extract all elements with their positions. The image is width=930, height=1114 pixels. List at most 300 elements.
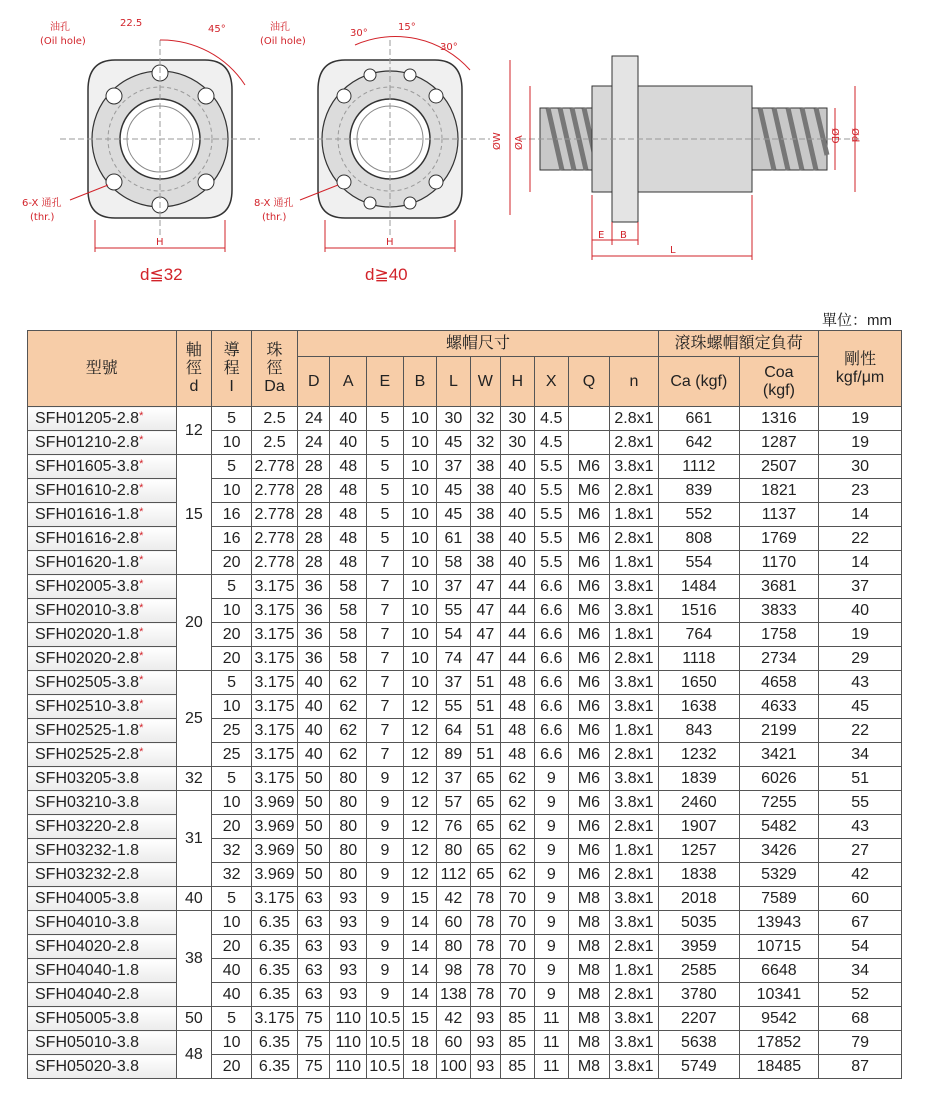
cell-ca: 3780 (659, 983, 740, 1007)
cell-k: 23 (819, 479, 902, 503)
table-row (28, 743, 902, 767)
model-cell: SFH04010-3.8 (28, 911, 177, 935)
table-row (28, 935, 902, 959)
header-col-e: E (367, 357, 404, 407)
cell-a: 58 (330, 647, 367, 671)
cell-n: 1.8x1 (609, 623, 658, 647)
cell-e: 9 (367, 935, 404, 959)
model-cell: SFH04020-2.8 (28, 935, 177, 959)
cell-w: 78 (470, 887, 500, 911)
cell-q: M6 (569, 863, 610, 887)
cell-a: 93 (330, 959, 367, 983)
cell-d: 28 (298, 551, 330, 575)
cell-l: 100 (437, 1055, 470, 1079)
cell-w: 47 (470, 575, 500, 599)
cell-da: 3.175 (251, 671, 297, 695)
cell-k: 34 (819, 959, 902, 983)
cell-q: M8 (569, 911, 610, 935)
cell-n: 2.8x1 (609, 743, 658, 767)
table-row (28, 599, 902, 623)
cell-w: 51 (470, 695, 500, 719)
cell-coa: 10341 (739, 983, 819, 1007)
cell-k: 43 (819, 671, 902, 695)
star-mark: * (139, 626, 144, 638)
cell-a: 80 (330, 839, 367, 863)
ball-screw-side-view (510, 56, 860, 260)
cell-h: 48 (501, 671, 534, 695)
cell-i: 5 (212, 455, 252, 479)
cell-ca: 1838 (659, 863, 740, 887)
cell-n: 1.8x1 (609, 839, 658, 863)
cell-q: M6 (569, 527, 610, 551)
cell-da: 3.175 (251, 575, 297, 599)
cell-d: 63 (298, 935, 330, 959)
cell-a: 58 (330, 575, 367, 599)
cell-e: 9 (367, 983, 404, 1007)
cell-b: 18 (403, 1055, 436, 1079)
cell-coa: 3421 (739, 743, 819, 767)
cell-w: 78 (470, 911, 500, 935)
cell-l: 76 (437, 815, 470, 839)
model-cell: SFH02510-3.8* (28, 695, 177, 719)
star-mark: * (139, 650, 144, 662)
table-row (28, 647, 902, 671)
cell-q: M6 (569, 767, 610, 791)
cell-h: 62 (501, 767, 534, 791)
cell-k: 22 (819, 719, 902, 743)
shaft-diameter-cell: 31 (176, 791, 212, 887)
table-row (28, 551, 902, 575)
model-cell: SFH01620-1.8* (28, 551, 177, 575)
cell-b: 18 (403, 1031, 436, 1055)
table-row (28, 623, 902, 647)
shaft-diameter-cell: 12 (176, 407, 212, 455)
cell-l: 58 (437, 551, 470, 575)
cell-h: 44 (501, 623, 534, 647)
cell-ca: 2207 (659, 1007, 740, 1031)
cell-l: 112 (437, 863, 470, 887)
angle-22-5-label: 22.5 (120, 18, 143, 29)
cell-k: 27 (819, 839, 902, 863)
cell-w: 78 (470, 935, 500, 959)
model-cell: SFH01610-2.8* (28, 479, 177, 503)
table-row (28, 431, 902, 455)
thr-label-right: (thr.) (262, 212, 287, 223)
cell-k: 87 (819, 1055, 902, 1079)
oa-label: ØA (514, 135, 525, 150)
cell-i: 20 (212, 935, 252, 959)
cell-coa: 7589 (739, 887, 819, 911)
cell-h: 85 (501, 1031, 534, 1055)
cell-w: 38 (470, 479, 500, 503)
cell-a: 62 (330, 671, 367, 695)
cell-n: 3.8x1 (609, 671, 658, 695)
cell-b: 12 (403, 695, 436, 719)
cell-k: 68 (819, 1007, 902, 1031)
cell-n: 2.8x1 (609, 407, 658, 431)
cell-l: 54 (437, 623, 470, 647)
flange-front-view-small (60, 40, 260, 252)
cell-ca: 642 (659, 431, 740, 455)
model-cell: SFH01205-2.8* (28, 407, 177, 431)
cell-w: 65 (470, 815, 500, 839)
model-cell: SFH03220-2.8 (28, 815, 177, 839)
cell-a: 93 (330, 911, 367, 935)
cell-da: 3.175 (251, 719, 297, 743)
cell-h: 62 (501, 791, 534, 815)
cell-b: 10 (403, 455, 436, 479)
cell-i: 10 (212, 695, 252, 719)
table-row (28, 839, 902, 863)
cell-q: M6 (569, 623, 610, 647)
caption-d-small: d≦32 (140, 265, 183, 284)
cell-h: 85 (501, 1055, 534, 1079)
shaft-diameter-cell: 40 (176, 887, 212, 911)
cell-q: M8 (569, 1055, 610, 1079)
model-cell: SFH02005-3.8* (28, 575, 177, 599)
cell-x: 6.6 (534, 623, 569, 647)
technical-drawings (0, 0, 930, 300)
cell-n: 2.8x1 (609, 527, 658, 551)
cell-x: 9 (534, 815, 569, 839)
cell-i: 10 (212, 1031, 252, 1055)
header-ball: 珠 徑 Da (251, 331, 297, 407)
cell-k: 30 (819, 455, 902, 479)
cell-q: M8 (569, 935, 610, 959)
model-cell: SFH04005-3.8 (28, 887, 177, 911)
cell-b: 12 (403, 767, 436, 791)
cell-ca: 3959 (659, 935, 740, 959)
cell-d: 40 (298, 695, 330, 719)
cell-da: 2.778 (251, 503, 297, 527)
cell-a: 48 (330, 527, 367, 551)
cell-ca: 1516 (659, 599, 740, 623)
cell-d: 36 (298, 599, 330, 623)
cell-ca: 1650 (659, 671, 740, 695)
star-mark: * (139, 482, 144, 494)
cell-ca: 764 (659, 623, 740, 647)
cell-q: M8 (569, 1031, 610, 1055)
cell-b: 10 (403, 479, 436, 503)
model-cell: SFH03232-2.8 (28, 863, 177, 887)
cell-a: 93 (330, 935, 367, 959)
header-col-x: X (534, 357, 569, 407)
cell-k: 29 (819, 647, 902, 671)
cell-x: 6.6 (534, 743, 569, 767)
star-mark: * (139, 506, 144, 518)
cell-i: 10 (212, 911, 252, 935)
cell-w: 65 (470, 863, 500, 887)
header-ca: Ca (kgf) (659, 357, 740, 407)
cell-e: 9 (367, 767, 404, 791)
cell-n: 3.8x1 (609, 695, 658, 719)
cell-h: 70 (501, 935, 534, 959)
table-row (28, 767, 902, 791)
cell-h: 62 (501, 863, 534, 887)
cell-b: 10 (403, 623, 436, 647)
cell-da: 3.175 (251, 1007, 297, 1031)
cell-e: 5 (367, 503, 404, 527)
cell-q: M6 (569, 575, 610, 599)
cell-e: 9 (367, 959, 404, 983)
cell-i: 5 (212, 407, 252, 431)
cell-q: M6 (569, 719, 610, 743)
header-col-n: n (609, 357, 658, 407)
model-cell: SFH02010-3.8* (28, 599, 177, 623)
cell-w: 32 (470, 431, 500, 455)
cell-da: 6.35 (251, 1031, 297, 1055)
cell-q: M6 (569, 479, 610, 503)
cell-w: 51 (470, 671, 500, 695)
angle-15-label: 15° (398, 22, 416, 33)
cell-w: 47 (470, 623, 500, 647)
model-cell: SFH01605-3.8* (28, 455, 177, 479)
cell-e: 5 (367, 455, 404, 479)
cell-coa: 13943 (739, 911, 819, 935)
header-rigidity: 剛性 kgf/μm (819, 331, 902, 407)
cell-l: 74 (437, 647, 470, 671)
cell-d: 28 (298, 503, 330, 527)
table-row (28, 1031, 902, 1055)
model-cell: SFH05010-3.8 (28, 1031, 177, 1055)
cell-b: 10 (403, 647, 436, 671)
model-cell: SFH02020-1.8* (28, 623, 177, 647)
cell-k: 52 (819, 983, 902, 1007)
cell-i: 25 (212, 719, 252, 743)
cell-a: 58 (330, 623, 367, 647)
cell-h: 70 (501, 911, 534, 935)
cell-d: 36 (298, 647, 330, 671)
cell-coa: 1316 (739, 407, 819, 431)
cell-a: 58 (330, 599, 367, 623)
cell-e: 9 (367, 887, 404, 911)
cell-coa: 1287 (739, 431, 819, 455)
cell-n: 2.8x1 (609, 647, 658, 671)
cell-h: 70 (501, 959, 534, 983)
cell-i: 20 (212, 551, 252, 575)
cell-ca: 1112 (659, 455, 740, 479)
cell-q (569, 431, 610, 455)
cell-i: 5 (212, 575, 252, 599)
cell-d: 75 (298, 1031, 330, 1055)
model-cell: SFH04040-2.8 (28, 983, 177, 1007)
header-nut-dims: 螺帽尺寸 (298, 331, 659, 357)
table-row (28, 911, 902, 935)
cell-k: 40 (819, 599, 902, 623)
cell-coa: 9542 (739, 1007, 819, 1031)
angle-45-label: 45° (208, 24, 226, 35)
cell-coa: 6648 (739, 959, 819, 983)
model-cell: SFH01616-2.8* (28, 527, 177, 551)
cell-h: 62 (501, 839, 534, 863)
cell-ca: 554 (659, 551, 740, 575)
header-model: 型號 (28, 331, 177, 407)
cell-e: 9 (367, 815, 404, 839)
cell-coa: 10715 (739, 935, 819, 959)
cell-l: 64 (437, 719, 470, 743)
cell-ca: 1118 (659, 647, 740, 671)
star-mark: * (139, 698, 144, 710)
cell-coa: 3681 (739, 575, 819, 599)
cell-d: 63 (298, 983, 330, 1007)
header-shaft: 軸 徑 d (176, 331, 212, 407)
cell-h: 30 (501, 431, 534, 455)
cell-a: 93 (330, 983, 367, 1007)
cell-i: 5 (212, 1007, 252, 1031)
cell-d: 40 (298, 743, 330, 767)
cell-d: 28 (298, 455, 330, 479)
cell-q: M6 (569, 743, 610, 767)
cell-d: 75 (298, 1055, 330, 1079)
cell-coa: 1137 (739, 503, 819, 527)
cell-w: 65 (470, 767, 500, 791)
cell-h: 30 (501, 407, 534, 431)
cell-coa: 7255 (739, 791, 819, 815)
table-row (28, 959, 902, 983)
cell-h: 48 (501, 719, 534, 743)
cell-h: 48 (501, 743, 534, 767)
cell-h: 44 (501, 647, 534, 671)
cell-i: 16 (212, 503, 252, 527)
cell-x: 6.6 (534, 719, 569, 743)
cell-coa: 3833 (739, 599, 819, 623)
cell-i: 32 (212, 863, 252, 887)
cell-n: 3.8x1 (609, 1031, 658, 1055)
cell-q: M6 (569, 599, 610, 623)
cell-i: 5 (212, 671, 252, 695)
odd-label: Ød (849, 128, 860, 143)
cell-a: 80 (330, 815, 367, 839)
cell-i: 5 (212, 887, 252, 911)
cell-x: 9 (534, 935, 569, 959)
cell-d: 28 (298, 479, 330, 503)
cell-d: 63 (298, 959, 330, 983)
header-col-b: B (403, 357, 436, 407)
cell-a: 40 (330, 407, 367, 431)
star-mark: * (139, 746, 144, 758)
unit-label: 單位：mm (822, 312, 892, 329)
cell-h: 70 (501, 887, 534, 911)
star-mark: * (139, 410, 144, 422)
oil-hole-en-right: (Oil hole) (260, 36, 306, 47)
cell-w: 65 (470, 791, 500, 815)
cell-d: 75 (298, 1007, 330, 1031)
star-mark: * (139, 722, 144, 734)
cell-q (569, 407, 610, 431)
cell-l: 55 (437, 599, 470, 623)
cell-l: 45 (437, 503, 470, 527)
cell-ca: 661 (659, 407, 740, 431)
cell-a: 48 (330, 503, 367, 527)
cell-b: 12 (403, 815, 436, 839)
flange-front-view-large (290, 37, 490, 252)
cell-a: 80 (330, 767, 367, 791)
cell-da: 3.969 (251, 791, 297, 815)
cell-d: 50 (298, 863, 330, 887)
star-mark: * (139, 578, 144, 590)
model-cell: SFH05005-3.8 (28, 1007, 177, 1031)
cell-da: 6.35 (251, 935, 297, 959)
cell-n: 3.8x1 (609, 767, 658, 791)
cell-d: 50 (298, 767, 330, 791)
cell-w: 47 (470, 647, 500, 671)
b-label: B (620, 230, 627, 241)
star-mark: * (139, 602, 144, 614)
cell-n: 2.8x1 (609, 815, 658, 839)
cell-d: 24 (298, 431, 330, 455)
cell-ca: 1232 (659, 743, 740, 767)
cell-e: 5 (367, 527, 404, 551)
cell-ca: 5638 (659, 1031, 740, 1055)
cell-coa: 1170 (739, 551, 819, 575)
cell-ca: 808 (659, 527, 740, 551)
cell-a: 80 (330, 791, 367, 815)
cell-e: 7 (367, 695, 404, 719)
cell-x: 11 (534, 1055, 569, 1079)
cell-l: 37 (437, 671, 470, 695)
ow-label: ØW (492, 132, 503, 150)
cell-x: 9 (534, 887, 569, 911)
h-label-right: H (386, 237, 394, 248)
cell-ca: 1638 (659, 695, 740, 719)
cell-i: 25 (212, 743, 252, 767)
cell-e: 7 (367, 551, 404, 575)
cell-da: 6.35 (251, 911, 297, 935)
cell-d: 50 (298, 791, 330, 815)
cell-coa: 17852 (739, 1031, 819, 1055)
cell-e: 9 (367, 911, 404, 935)
model-cell: SFH01210-2.8* (28, 431, 177, 455)
cell-b: 15 (403, 1007, 436, 1031)
cell-b: 14 (403, 983, 436, 1007)
cell-i: 10 (212, 599, 252, 623)
cell-l: 89 (437, 743, 470, 767)
oil-hole-label-left: 油孔 (50, 22, 70, 33)
cell-e: 10.5 (367, 1055, 404, 1079)
cell-x: 6.6 (534, 671, 569, 695)
cell-x: 5.5 (534, 503, 569, 527)
model-cell: SFH04040-1.8 (28, 959, 177, 983)
cell-e: 9 (367, 863, 404, 887)
cell-da: 3.175 (251, 887, 297, 911)
cell-n: 2.8x1 (609, 935, 658, 959)
cell-x: 6.6 (534, 695, 569, 719)
cell-d: 28 (298, 527, 330, 551)
cell-i: 10 (212, 791, 252, 815)
cell-da: 6.35 (251, 1055, 297, 1079)
cell-da: 2.5 (251, 407, 297, 431)
cell-k: 42 (819, 863, 902, 887)
cell-k: 79 (819, 1031, 902, 1055)
header-col-w: W (470, 357, 500, 407)
cell-k: 60 (819, 887, 902, 911)
cell-da: 3.175 (251, 599, 297, 623)
cell-n: 3.8x1 (609, 887, 658, 911)
header-col-h: H (501, 357, 534, 407)
cell-a: 110 (330, 1055, 367, 1079)
header-load: 滾珠螺帽額定負荷 (659, 331, 819, 357)
cell-da: 2.778 (251, 455, 297, 479)
model-cell: SFH02525-1.8* (28, 719, 177, 743)
cell-i: 16 (212, 527, 252, 551)
table-row (28, 455, 902, 479)
cell-k: 14 (819, 503, 902, 527)
cell-k: 14 (819, 551, 902, 575)
cell-da: 2.778 (251, 551, 297, 575)
cell-w: 47 (470, 599, 500, 623)
cell-e: 7 (367, 575, 404, 599)
shaft-diameter-cell: 15 (176, 455, 212, 575)
